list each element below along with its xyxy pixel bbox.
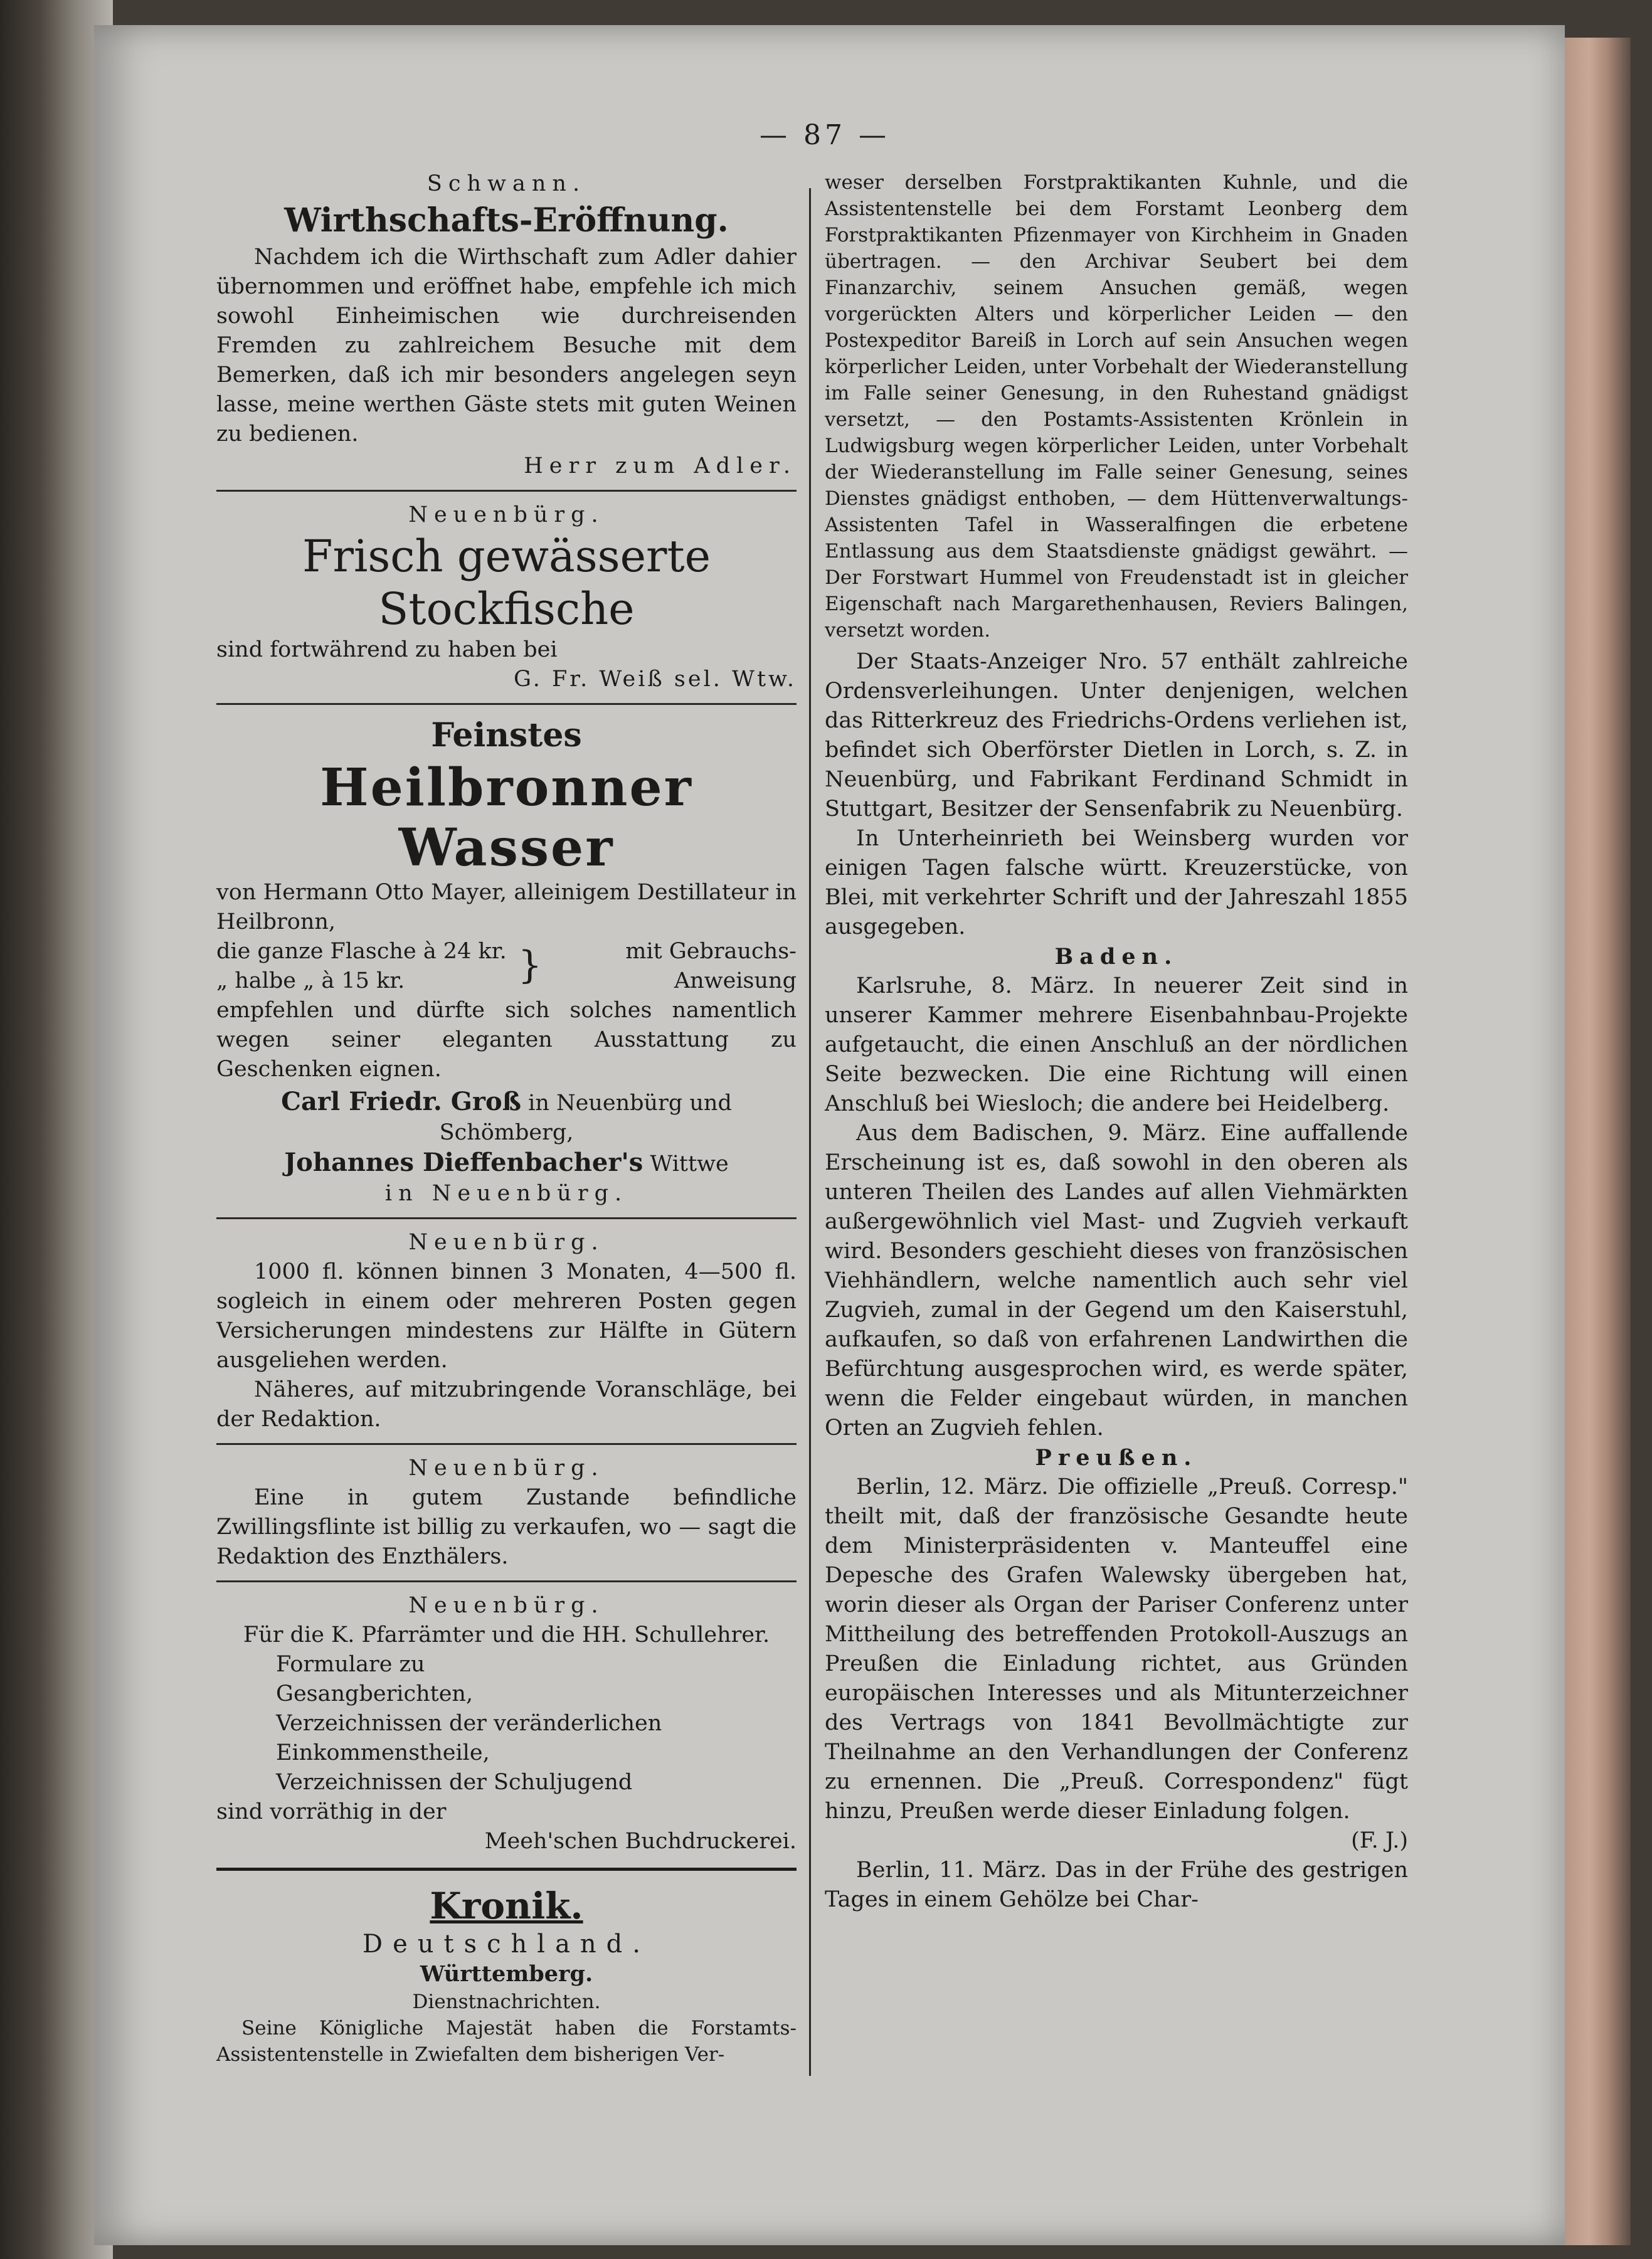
advert-line: sind vorräthig in der	[216, 1799, 447, 1824]
advert-stockfische	[216, 500, 797, 694]
advert-line: Verzeichnissen der veränderlichen Einkommenstheile,	[276, 1711, 662, 1765]
advert-signature: Meeh'schen Buchdruckerei.	[484, 1829, 797, 1854]
advert-body: empfehlen und dürfte sich solches namentlich wegen seiner eleganten Ausstattung zu Geschenken eignen.	[216, 998, 797, 1082]
seller-place: in Neuenbürg und Schömberg,	[439, 1091, 732, 1145]
advert-line: Verzeichnissen der Schuljugend	[276, 1770, 633, 1795]
news-paragraph: Berlin, 11. März. Das in der Frühe des gestrigen Tages in einem Gehölze bei Char-	[825, 1858, 1408, 1912]
advert-preheading: Feinstes	[431, 716, 582, 754]
advert-heading: Wirthschafts-Eröffnung.	[284, 201, 729, 240]
seller-place: in Neuenbürg.	[384, 1181, 628, 1206]
advert-note: Näheres, auf mitzubringende Voranschläge, bei der Redaktion.	[216, 1377, 797, 1432]
news-paragraph: Seine Königliche Majestät haben die Forstamts-Assistentenstelle in Zwiefalten dem bisherigen Ver-	[216, 2017, 797, 2066]
divider	[216, 1443, 797, 1445]
country-heading: Deutschland.	[363, 1930, 650, 1959]
page-number: — 87 —	[760, 119, 890, 151]
region-heading: Preußen.	[1035, 1445, 1198, 1471]
price-line: „ halbe „ à 15 kr.	[216, 968, 405, 993]
subheading: Dienstnachrichten.	[412, 1991, 601, 2013]
price-table	[216, 937, 797, 996]
advert-formulare	[216, 1591, 797, 1856]
advert-heading: Heilbronner Wasser	[320, 758, 693, 878]
advert-place: Neuenbürg.	[408, 1230, 605, 1255]
advert-darlehen	[216, 1228, 797, 1434]
advert-line: Formulare zu	[276, 1652, 425, 1677]
advert-adler	[216, 169, 797, 481]
advert-zwillingsflinte	[216, 1454, 797, 1572]
divider	[216, 490, 797, 492]
advert-place: Neuenbürg.	[408, 1593, 605, 1618]
divider	[216, 1580, 797, 1582]
advert-body: sind fortwährend zu haben bei	[216, 637, 558, 662]
advert-place: Schwann.	[426, 171, 586, 196]
right-column	[825, 169, 1408, 1915]
state-heading: Württemberg.	[420, 1961, 593, 1987]
advert-heilbronner-wasser	[216, 714, 797, 1209]
seller-name: Carl Friedr. Groß	[281, 1087, 522, 1116]
advert-heading: Frisch gewässerte Stockfische	[302, 531, 711, 635]
news-paragraph: Der Staats-Anzeiger Nro. 57 enthält zahlreiche Ordensverleihungen. Unter denjenigen, welchen das Ritterkreuz des Friedrichs-Ordens verliehen ist, befindet sich Oberförster Dietlen in Lorch, s. Z. in Neuenbürg, und Fabrikant Ferdinand Schmidt in Stuttgart, Besitzer der Sensenfabrik zu Neuenbürg.	[825, 649, 1408, 822]
advert-body: Eine in gutem Zustande befindliche Zwillingsflinte ist billig zu verkaufen, wo — sagt die Redaktion des Enzthälers.	[216, 1485, 797, 1569]
news-paragraph: weser derselben Forstpraktikanten Kuhnle, und die Assistentenstelle bei dem Forstamt Leonberg dem Forstpraktikanten Pfizenmayer von Kirchheim in Gnaden übertragen. — den Archivar Seubert bei dem Finanzarchiv, seinem Ansuchen gemäß, wegen vorgerückten Alters und körperlicher Leiden — den Postexpeditor Bareiß in Lorch auf sein Ansuchen wegen körperlicher Leiden, unter Vorbehalt der Wiederanstellung im Falle seiner Genesung, in den Ruhestand gnädigst versetzt, — den Postamts-Assistenten Krönlein in Ludwigsburg wegen körperlicher Leiden, unter Vorbehalt der Wiederanstellung im Falle seiner Genesung, seines Dienstes gnädigst enthoben, — dem Hüttenverwaltungs-Assistenten Tafel in Wasseralfingen die erbetene Entlassung aus dem Staatsdienste gnädigst gewährt. — Der Forstwart Hummel von Freudenstadt ist in gleicher Eigenschaft nach Margarethenhausen, Reviers Balingen, versetzt worden.	[825, 171, 1408, 642]
brace: }	[517, 943, 543, 987]
advert-place: Neuenbürg.	[408, 502, 605, 527]
price-note: mit Gebrauchs-	[625, 939, 797, 964]
section-divider	[216, 1868, 797, 1871]
left-column	[216, 169, 797, 2068]
seller-name: Johannes Dieffenbacher's	[284, 1148, 643, 1177]
advert-body: 1000 fl. können binnen 3 Monaten, 4—500 fl. sogleich in einem oder mehreren Posten gegen Versicherungen mindestens zur Hälfte in Gütern ausgeliehen werden.	[216, 1259, 797, 1373]
price-note: Anweisung	[674, 968, 797, 993]
divider	[216, 1217, 797, 1219]
news-paragraph: In Unterheinrieth bei Weinsberg wurden vor einigen Tagen falsche württ. Kreuzerstücke, von Blei, mit verkehrter Schrift und der Jahreszahl 1855 ausgegeben.	[825, 826, 1408, 939]
section-title: Kronik.	[430, 1885, 583, 1927]
advert-body: Nachdem ich die Wirthschaft zum Adler dahier übernommen und eröffnet habe, empfehle ich mich sowohl Einheimischen wie durchreisenden Fremden zu zahlreichem Besuche mit dem Bemerken, daß ich mir besonders angelegen seyn lasse, meine werthen Gäste stets mit guten Weinen zu bedienen.	[216, 245, 797, 447]
news-paragraph: Karlsruhe, 8. März. In neuerer Zeit sind in unserer Kammer mehrere Eisenbahnbau-Projekte aufgetaucht, die einen Anschluß an der nördlichen Seite bezwecken. Die eine Richtung will einen Anschluß bei Wiesloch; die andere bei Heidelberg.	[825, 973, 1408, 1116]
seller-suffix: Wittwe	[650, 1151, 729, 1177]
news-source: (F. J.)	[1351, 1828, 1408, 1853]
advert-signature: Herr zum Adler.	[524, 453, 797, 479]
price-line: die ganze Flasche à 24 kr.	[216, 939, 507, 964]
news-paragraph: Berlin, 12. März. Die offizielle „Preuß. Corresp." theilt mit, daß der französische Gesandte heute dem Ministerpräsidenten v. Manteuffel eine Depesche des Grafen Walewsky übergeben hat, worin dieser als Organ der Pariser Conferenz unter Mittheilung des betreffenden Protokoll-Auszugs an Preußen die Einladung richtet, aus Gründen europäischen Interesses und als Mitunterzeichner des Vertrags von 1841 Bevollmächtigte zur Theilnahme an den Verhandlungen der Conferenz zu ernennen. Die „Preuß. Correspondenz" fügt hinzu, Preußen werde dieser Einladung folgen.	[825, 1474, 1408, 1824]
advert-signature: G. Fr. Weiß sel. Wtw.	[513, 667, 797, 692]
advert-heading: Für die K. Pfarrämter und die HH. Schullehrer.	[243, 1622, 770, 1648]
column-divider	[809, 188, 811, 2076]
page-edge	[1555, 38, 1631, 2245]
advert-place: Neuenbürg.	[408, 1456, 605, 1481]
region-heading: Baden.	[1054, 944, 1178, 970]
advert-body: von Hermann Otto Mayer, alleinigem Destillateur in Heilbronn,	[216, 880, 797, 934]
news-paragraph: Aus dem Badischen, 9. März. Eine auffallende Erscheinung ist es, daß sowohl in den oberen als unteren Theilen des Landes auf allen Viehmärkten außergewöhnlich viel Mast- und Zugvieh verkauft wird. Besonders geschieht dieses von französischen Viehhändlern, welche namentlich auch sehr viel Zugvieh, zumal in der Gegend um den Kaiserstuhl, aufkaufen, so daß von erfahrenen Landwirthen die Befürchtung ausgesprochen wird, es werde später, wenn die Felder eingebaut würden, in manchen Orten an Zugvieh fehlen.	[825, 1121, 1408, 1441]
advert-line: Gesangberichten,	[276, 1681, 474, 1706]
divider	[216, 703, 797, 705]
